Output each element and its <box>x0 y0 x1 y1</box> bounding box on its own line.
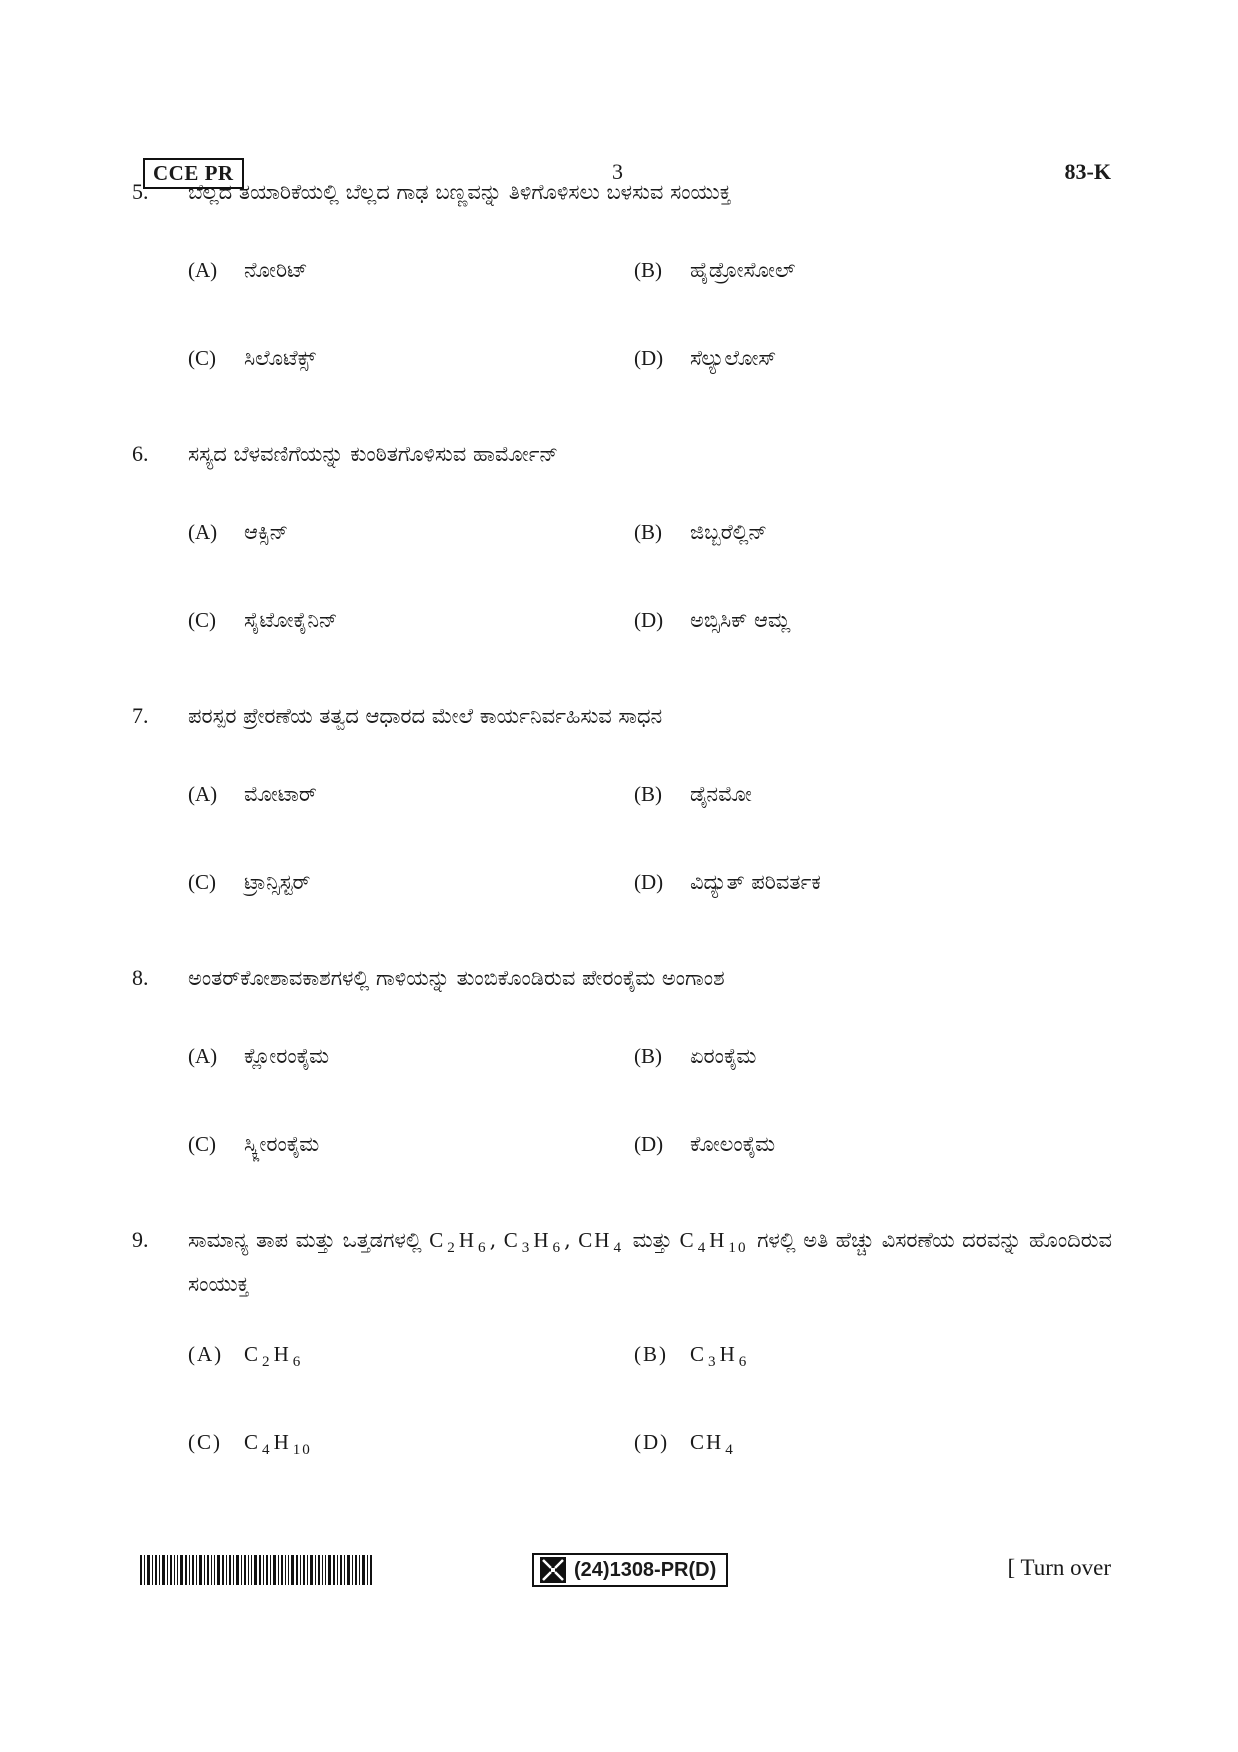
option-a <box>188 514 288 550</box>
paper-code-box <box>532 1553 728 1587</box>
option-label: (C) <box>188 870 216 894</box>
question-number: 9. <box>132 1227 149 1252</box>
option-text: ಏರಂಕೈಮ <box>690 1044 757 1068</box>
formula-c3h6: C $_3$H $_6$ <box>503 1228 563 1257</box>
option-c <box>188 864 310 900</box>
question-text-lead: ಸಾಮಾನ್ಯ ತಾಪ ಮತ್ತು ಒತ್ತಡಗಳಲ್ಲಿ <box>188 1228 422 1252</box>
option-text: ಟ್ರಾನ್ಸಿಸ್ಟರ್ <box>244 870 311 894</box>
option-b <box>634 1038 756 1074</box>
option-b <box>634 514 767 550</box>
option-label: (D) <box>634 608 664 632</box>
option-c <box>188 340 316 376</box>
option-c <box>188 1126 319 1162</box>
option-text: ಜಿಬ್ಬರೆಲ್ಲಿನ್ <box>690 520 768 544</box>
paper-code-text: (24)1308-PR(D) <box>574 1559 717 1581</box>
option-label: (D) <box>634 1132 664 1156</box>
option-a <box>188 1038 329 1074</box>
paper-code: 83-K <box>1064 159 1111 184</box>
option-text: ಹೈಡ್ರೋಸೋಲ್ <box>690 258 796 282</box>
option-text: ಕ್ಲೋರಂಕೈಮ <box>244 1044 330 1068</box>
option-text: ಡೈನಮೋ <box>690 782 752 806</box>
option-a <box>188 252 308 288</box>
option-d <box>634 602 790 638</box>
question-text: ಪರಸ್ಪರ ಪ್ರೇರಣೆಯ ತತ್ವದ ಆಧಾರದ ಮೇಲೆ ಕಾರ್ಯನಿರ್ವಹಿಸುವ ಸಾಧನ <box>188 704 663 728</box>
option-a <box>188 776 317 812</box>
option-label: (C) <box>188 346 216 370</box>
turn-over-label: [ Turn over <box>1007 1555 1111 1580</box>
option-d <box>634 864 821 900</box>
option-b <box>634 776 752 812</box>
question-text-and: ಮತ್ತು <box>632 1228 673 1252</box>
option-label: (B) <box>634 258 662 282</box>
option-label: (B) <box>634 1342 668 1366</box>
option-label: (B) <box>634 782 662 806</box>
formula-c2h6: C $_2$H $_6$ <box>429 1228 488 1257</box>
option-d: (D) CH $_4$ <box>634 1424 737 1460</box>
question-number: 6. <box>132 441 149 466</box>
option-d <box>634 340 776 376</box>
header-left-box: CCE PR <box>143 158 244 189</box>
option-text: ಸೆಲ್ಯುಲೋಸ್ <box>690 346 777 370</box>
option-text: ಸ್ಕ್ಲೀರಂಕೈಮ <box>244 1132 320 1156</box>
option-label: (A) <box>188 782 218 806</box>
option-label: (D) <box>634 870 664 894</box>
question-text: ಬೆಲ್ಲದ ತಯಾರಿಕೆಯಲ್ಲಿ ಬೆಲ್ಲದ ಗಾಢ ಬಣ್ಣವನ್ನು ತಿಳಿಗೊಳಿಸಲು ಬಳಸುವ ಸಂಯುಕ್ತ <box>188 180 731 204</box>
option-label: (A) <box>188 1342 224 1366</box>
option-text: ವಿದ್ಯುತ್ ಪರಿವರ್ತಕ <box>690 870 821 894</box>
option-label: (A) <box>188 1044 218 1068</box>
question-number: 5. <box>132 179 149 204</box>
qr-pattern-icon <box>540 1557 566 1583</box>
option-text: ಕೋಲಂಕೈಮ <box>690 1132 776 1156</box>
question-text: ಸಾಮಾನ್ಯ ತಾಪ ಮತ್ತು ಒತ್ತಡಗಳಲ್ಲಿ C $_2$H $_6$, C $_3$H $_6$, CH $_4$ ಮತ್ತು C $_4$H $_{10}$ ಗಳಲ್ಲಿ ಅತಿ ಹೆಚ್ಚು ವಿಸರಣೆಯ ದರವನ್ನು ಹೊಂದಿರುವ ಸಂಯುಕ್ತ <box>188 1228 1112 1297</box>
option-label: (D) <box>634 346 664 370</box>
option-a: (A) C $_2$H $_6$ <box>188 1336 304 1372</box>
barcode-icon <box>140 1555 372 1585</box>
option-b <box>634 252 795 288</box>
question-text-tail: ಗಳಲ್ಲಿ ಅತಿ ಹೆಚ್ಚು ವಿಸರಣೆಯ ದರವನ್ನು ಹೊಂದಿರುವ ಸಂಯುಕ್ತ <box>188 1228 1112 1297</box>
option-label: (C) <box>188 1430 222 1454</box>
option-b: (B) C $_3$H $_6$ <box>634 1336 750 1372</box>
option-text: ಆಕ್ಸಿನ್ <box>244 520 289 544</box>
option-label: (B) <box>634 520 662 544</box>
formula-c4h10: C $_4$H $_{10}$ <box>679 1228 748 1257</box>
option-text: ಸಿಲೊಟೆಕ್ಸ್ <box>244 346 316 370</box>
formula-ch4: CH $_4$ <box>578 1228 624 1257</box>
question-text: ಸಸ್ಯದ ಬೆಳವಣಿಗೆಯನ್ನು ಕುಂಠಿತಗೊಳಿಸುವ ಹಾರ್ಮೋನ್ <box>188 442 559 466</box>
option-text: ನೋರಿಟ್ <box>244 258 308 282</box>
option-label: (C) <box>188 608 216 632</box>
option-label: (A) <box>188 258 218 282</box>
option-label: (C) <box>188 1132 216 1156</box>
option-label: (D) <box>634 1430 670 1454</box>
option-c <box>188 602 338 638</box>
option-text: ಅಬ್ಸಿಸಿಕ್ ಆಮ್ಲ <box>690 608 791 632</box>
option-text: ಮೋಟಾರ್ <box>244 782 317 806</box>
option-label: (B) <box>634 1044 662 1068</box>
page-number: 3 <box>612 159 623 184</box>
question-text: ಅಂತರ್‌ಕೋಶಾವಕಾಶಗಳಲ್ಲಿ ಗಾಳಿಯನ್ನು ತುಂಬಿಕೊಂಡಿರುವ ಪೇರಂಕೈಮ ಅಂಗಾಂಶ <box>188 966 725 990</box>
question-number: 7. <box>132 703 149 728</box>
option-c: (C) C $_4$H $_{10}$ <box>188 1424 314 1460</box>
option-d <box>634 1126 775 1162</box>
option-label: (A) <box>188 520 218 544</box>
option-text: ಸೈಟೋಕೈನಿನ್ <box>244 608 338 632</box>
question-number: 8. <box>132 965 149 990</box>
